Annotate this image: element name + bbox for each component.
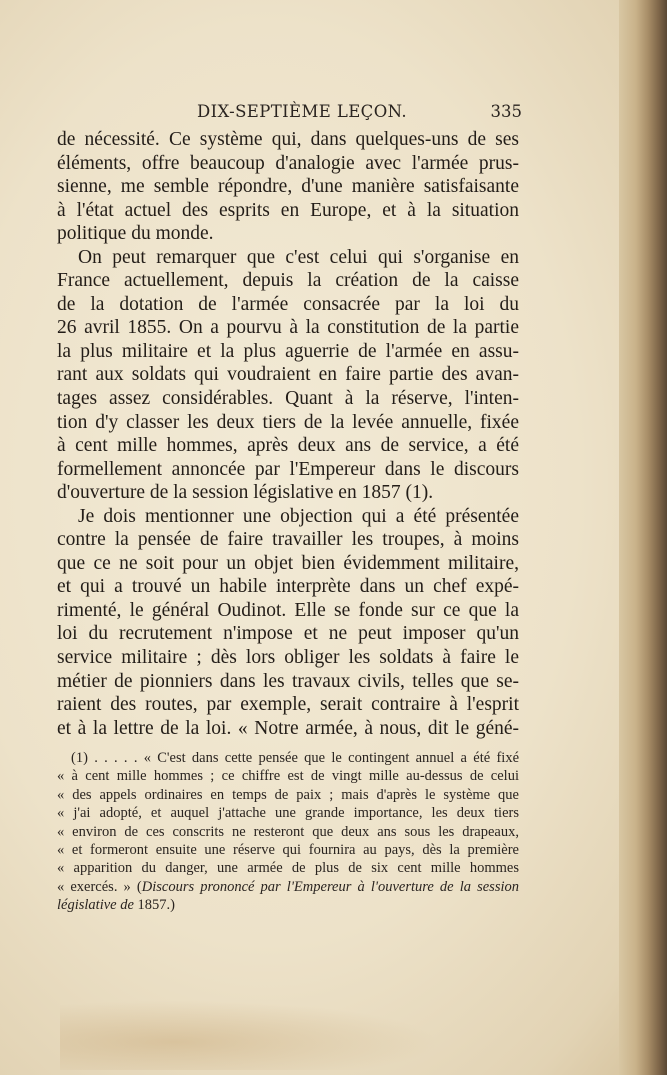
text-line: éléments, offre beaucoup d'analogie avec l'armée prus- xyxy=(57,152,519,174)
text-line: rant aux soldats qui voudraient en faire partie des avan- xyxy=(57,364,519,386)
text-line: politique du monde. xyxy=(57,223,214,245)
text-line: service militaire ; dès lors obliger les soldats à faire le xyxy=(57,647,519,669)
footnote-citation: législative de xyxy=(57,897,134,914)
text-line: formellement annoncée par l'Empereur dans le discours xyxy=(57,458,519,480)
footnote-line xyxy=(57,896,519,914)
text-line: sienne, me semble répondre, d'une manière satisfaisante xyxy=(57,176,519,198)
text-line: loi du recrutement n'impose et ne peut imposer qu'un xyxy=(57,623,519,645)
text-line: de la dotation de l'armée consacrée par la loi du xyxy=(57,293,519,315)
text-line: et qui a trouvé un habile interprète dans un chef expé- xyxy=(57,576,519,598)
footnote-line: « à cent mille hommes ; ce chiffre est de vingt mille au-dessus de celui xyxy=(57,768,519,785)
page-number: 335 xyxy=(490,102,522,121)
text-line: métier de pionniers dans les travaux civils, telles que se- xyxy=(57,670,519,692)
footnote xyxy=(57,749,519,915)
text-line: contre la pensée de faire travailler les troupes, à moins xyxy=(57,529,519,551)
text-line: raient des routes, par exemple, serait contraire à l'esprit xyxy=(57,694,519,716)
footnote-line: « apparition du danger, une armée de plus de six cent mille hommes xyxy=(57,860,519,877)
text-line: à l'état actuel des esprits en Europe, et à la situation xyxy=(57,199,519,221)
text-line: la plus militaire et la plus aguerrie de l'armée en assu- xyxy=(57,340,519,362)
footnote-line: « des appels ordinaires en temps de paix ; mais d'après le système que xyxy=(57,786,519,803)
footnote-citation: Discours prononcé par l'Empereur à l'ouverture de la session xyxy=(141,878,519,895)
footnote-line: « et formeront ensuite une réserve qui fournira au pays, dès la première xyxy=(57,841,519,858)
page-header xyxy=(50,102,522,124)
footnote-line xyxy=(57,878,519,896)
text-line: de nécessité. Ce système qui, dans quelques-uns de ses xyxy=(57,129,519,150)
paper-stain xyxy=(60,1000,440,1070)
footnote-text: 1857.) xyxy=(133,897,175,914)
text-line: Je dois mentionner une objection qui a été présentée xyxy=(78,505,519,527)
footnote-line: « j'ai adopté, et auquel j'attache une grande importance, les deux tiers xyxy=(57,805,519,822)
main-text xyxy=(57,128,519,740)
text-line: rimenté, le général Oudinot. Elle se fonde sur ce que la xyxy=(57,599,519,621)
footnote-line: « environ de ces conscrits ne resteront que deux ans sous les drapeaux, xyxy=(57,823,519,840)
page-edge-shadow xyxy=(619,0,667,1075)
text-line: On peut remarquer que c'est celui qui s'organise en xyxy=(78,246,519,268)
running-head: DIX-SEPTIÈME LEÇON. xyxy=(197,102,408,121)
footnote-text: « exercés. » ( xyxy=(57,878,142,895)
text-line: France actuellement, depuis la création de la caisse xyxy=(57,270,519,292)
text-line: tages assez considérables. Quant à la réserve, l'inten- xyxy=(57,388,519,410)
text-line: à cent mille hommes, après deux ans de service, a été xyxy=(57,435,519,457)
text-line: d'ouverture de la session législative en 1857 (1). xyxy=(57,482,434,504)
text-line: que ce ne soit pour un objet bien évidemment militaire, xyxy=(57,552,519,574)
text-line: tion d'y classer les deux tiers de la levée annuelle, fixée xyxy=(57,411,519,433)
text-line: et à la lettre de la loi. « Notre armée, à nous, dit le géné- xyxy=(57,717,519,739)
text-line: 26 avril 1855. On a pourvu à la constitution de la partie xyxy=(57,317,519,339)
footnote-line: (1) . . . . . « C'est dans cette pensée que le contingent annuel a été fixé xyxy=(71,750,519,766)
